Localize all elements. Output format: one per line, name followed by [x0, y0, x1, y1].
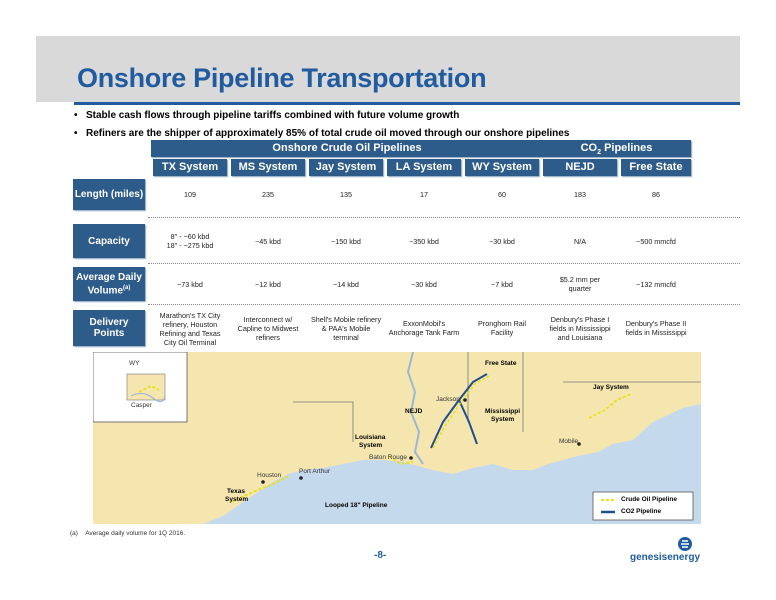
map-graphic — [93, 352, 701, 524]
row-label-capacity: Capacity — [73, 224, 145, 258]
logo-mark-icon — [630, 536, 740, 552]
map-label-jackson: Jackson — [436, 396, 460, 403]
baton-rouge-marker — [409, 456, 413, 460]
map-label-wy: WY — [129, 360, 140, 367]
map-label-baton-rouge: Baton Rouge — [369, 454, 407, 461]
map-label-texas-system: System — [225, 496, 249, 503]
volume-cell: $5.2 mm per quarter — [559, 275, 601, 293]
page-title: Onshore Pipeline Transportation — [77, 63, 487, 93]
map-label-louisiana-system: System — [359, 442, 383, 449]
length-cell: 60 — [498, 190, 506, 199]
length-cell: 86 — [652, 190, 660, 199]
volume-cell: ~14 kbd — [333, 279, 359, 289]
delivery-cell: Interconnect w/ Capline to Midwest refiners — [237, 314, 299, 342]
length-cell: 183 — [574, 190, 586, 199]
volume-label-line1: Average Daily — [76, 271, 142, 283]
delivery-label-line1: Delivery — [89, 317, 129, 328]
delivery-cell: Denbury's Phase II fields in Mississippi — [625, 319, 687, 337]
system-header-jay: Jay System — [309, 159, 383, 176]
capacity-cell: ~45 kbd — [255, 236, 281, 246]
volume-cell: ~132 mmcfd — [636, 279, 676, 289]
bullet-item: • Refiners are the shipper of approximately 85% of total crude oil moved through our onshore pipelines — [72, 126, 740, 142]
volume-cell: ~30 kbd — [411, 279, 437, 289]
row-separator — [148, 304, 740, 305]
volume-cell: ~12 kbd — [255, 279, 281, 289]
map-label-casper: Casper — [131, 402, 152, 409]
port-arthur-marker — [299, 476, 303, 480]
pipeline-map — [93, 352, 701, 524]
system-header-wy: WY System — [465, 159, 539, 176]
capacity-line: 8" - ~60 kbd — [170, 232, 210, 241]
volume-label-text: Volume — [87, 285, 124, 297]
map-label-looped-pipeline: Looped 18" Pipeline — [325, 502, 388, 509]
co2-prefix: CO — [580, 142, 598, 154]
wyoming-state — [127, 374, 165, 400]
delivery-cell: Marathon's TX City refinery, Houston Refining and Texas City Oil Terminal — [159, 311, 221, 347]
volume-cell: ~7 kbd — [491, 279, 513, 289]
map-label-houston: Houston — [257, 472, 282, 479]
row-label-volume — [73, 267, 145, 301]
map-label-nejd: NEJD — [405, 408, 423, 415]
system-header-free-state: Free State — [621, 159, 691, 176]
map-label-jay: Jay System — [593, 384, 629, 391]
capacity-cell: ~150 kbd — [331, 236, 361, 246]
map-label-port-arthur: Port Arthur — [299, 468, 331, 475]
co2-suffix: Pipelines — [601, 142, 653, 154]
delivery-label-line2: Points — [93, 328, 125, 339]
logo-text: genesisenergy — [630, 552, 701, 563]
volume-cell: ~73 kbd — [177, 279, 203, 289]
capacity-cell — [153, 224, 227, 258]
footnote-mark: (a) — [70, 530, 78, 537]
system-header-tx: TX System — [153, 159, 227, 176]
group-header-crude: Onshore Crude Oil Pipelines — [151, 140, 543, 157]
houston-marker — [261, 480, 265, 484]
map-label-free-state: Free State — [485, 360, 517, 367]
system-header-ms: MS System — [231, 159, 305, 176]
footnote — [70, 530, 185, 537]
length-cell: 135 — [340, 190, 352, 199]
volume-label-line2 — [88, 283, 131, 296]
row-separator — [148, 263, 740, 264]
map-label-mississippi: Mississippi — [485, 408, 521, 415]
row-label-delivery — [73, 310, 145, 346]
capacity-cell: ~500 mmcfd — [636, 236, 676, 246]
capacity-line: 18" - ~275 kbd — [166, 241, 214, 250]
delivery-cell: Denbury's Phase I fields in Mississippi and Louisiana — [549, 314, 611, 342]
delivery-cell: ExxonMobil's Anchorage Tank Farm — [388, 319, 460, 337]
volume-footnote-mark: (a) — [123, 284, 131, 291]
bullet-list — [72, 108, 740, 142]
slide — [36, 36, 740, 564]
company-logo — [630, 536, 740, 564]
legend-co2-label: CO2 Pipeline — [621, 508, 662, 515]
map-label-mississippi-system: System — [491, 416, 515, 423]
bullet-item: • Stable cash flows through pipeline tariffs combined with future volume growth — [72, 108, 740, 124]
system-header-nejd: NEJD — [543, 159, 617, 176]
map-label-louisiana: Louisiana — [355, 434, 386, 441]
length-cell: 235 — [262, 190, 274, 199]
page-number: -8- — [374, 550, 387, 561]
jackson-marker — [463, 398, 467, 402]
co2-subscript: 2 — [597, 149, 602, 157]
capacity-cell: N/A — [574, 236, 586, 246]
length-cell: 109 — [184, 190, 196, 199]
map-label-texas: Texas — [227, 488, 245, 495]
legend-crude-label: Crude Oil Pipeline — [621, 496, 677, 503]
row-separator — [148, 217, 740, 218]
delivery-cell: Shell's Mobile refinery & PAA's Mobile terminal — [310, 314, 382, 342]
row-label-length: Length (miles) — [73, 179, 145, 210]
title-rule — [74, 102, 740, 105]
group-header-co2 — [542, 140, 691, 157]
capacity-cell: ~30 kbd — [489, 236, 515, 246]
footnote-text: Average daily volume for 1Q 2016. — [85, 530, 186, 537]
length-cell: 17 — [420, 190, 428, 199]
delivery-cell: Pronghorn Rail Facility — [478, 319, 526, 337]
map-label-mobile: Mobile — [559, 438, 579, 445]
system-header-la: LA System — [387, 159, 461, 176]
capacity-cell: ~350 kbd — [409, 236, 439, 246]
